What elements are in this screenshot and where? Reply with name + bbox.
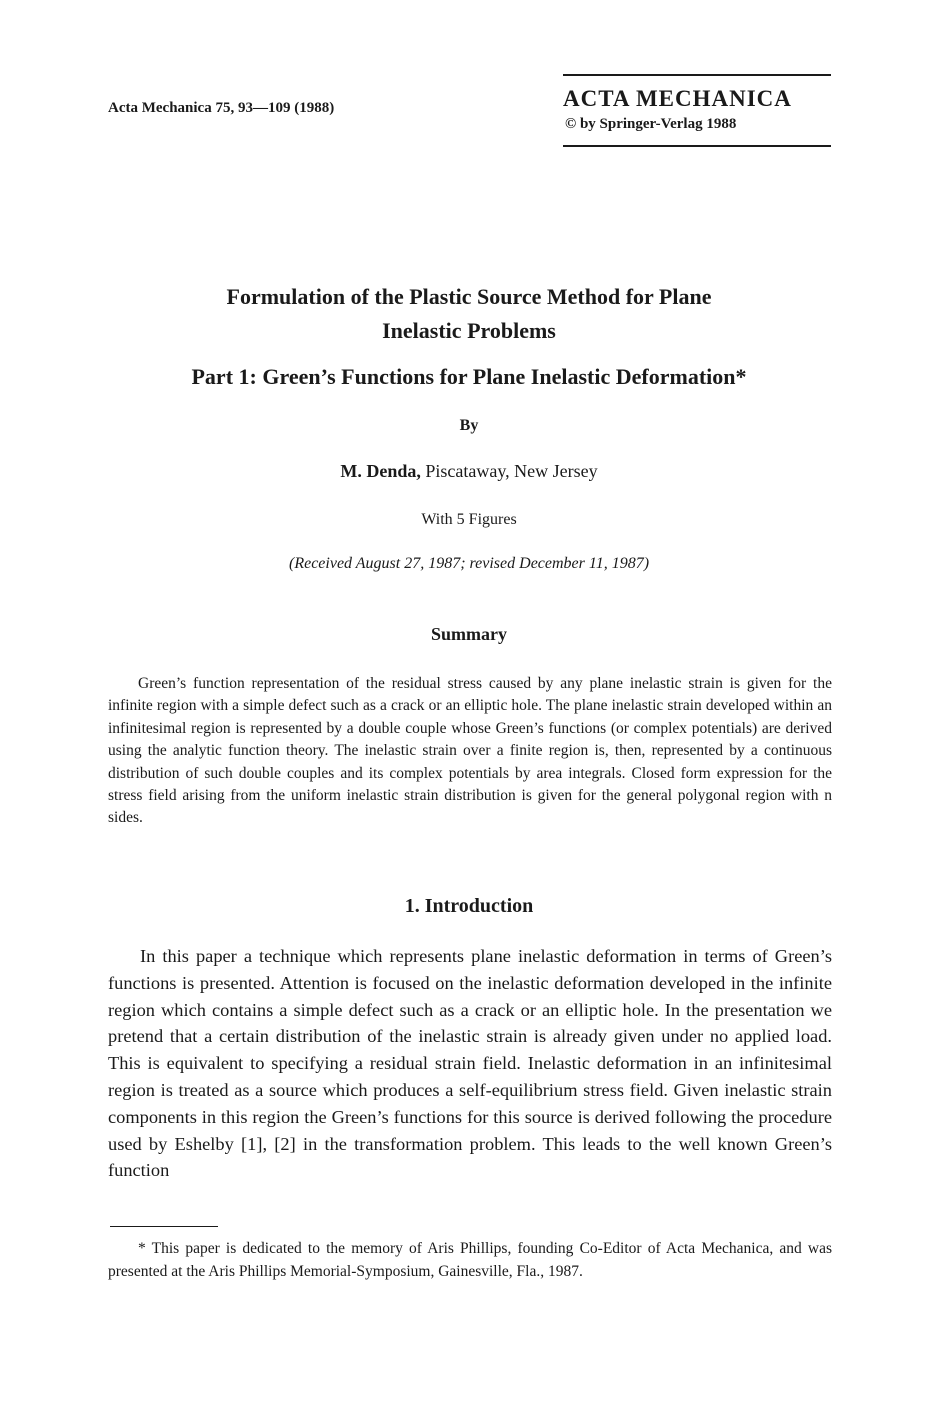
figure-count: With 5 Figures <box>421 511 517 528</box>
byline-label: By <box>459 417 479 434</box>
introduction-heading: 1. Introduction <box>404 895 534 917</box>
masthead-top-rule <box>563 74 831 76</box>
journal-citation: Acta Mechanica 75, 93—109 (1988) <box>108 100 335 116</box>
article-subtitle: Part 1: Green’s Functions for Plane Inelastic Deformation* <box>191 364 747 389</box>
masthead-bottom-rule <box>563 145 831 147</box>
journal-name: ACTA MECHANICA <box>563 86 792 111</box>
journal-masthead <box>563 74 831 147</box>
author-location: Piscataway, New Jersey <box>420 461 598 481</box>
footnote-rule <box>110 1226 218 1227</box>
author-name: M. Denda, <box>340 461 421 481</box>
footnote: * This paper is dedicated to the memory of Aris Phillips, founding Co-Editor of Acta Mechanica, and was presented at the Aris Phillips Memorial-Symposium, Gainesville, Fla., 1987. <box>108 1240 832 1280</box>
introduction-paragraph: In this paper a technique which represents plane inelastic deformation in terms of Green’s functions is presented. Attention is focused on the inelastic deformation developed in the infinite region which contains a simple defect such as a crack or an elliptic hole. In the presentation we pretend that a certain distribution of the inelastic strain is already given under no applied load. This is equivalent to specifying a residual strain field. Inelastic deformation in an infinitesimal region is treated as a source which produces a self-equilibrium stress field. Given inelastic strain components in this region the Green’s functions for this source is derived following the procedure used by Eshelby [1], [2] in the transformation problem. This leads to the well known Green’s function <box>108 946 832 1181</box>
article-title <box>0 280 938 348</box>
author-line <box>0 461 938 482</box>
summary-paragraph: Green’s function representation of the residual stress caused by any plane inelastic strain is given for the infinite region with a simple defect such as a crack or an elliptic hole. The plane inelastic strain developed within an infinitesimal region is represented by a double couple whose Green’s functions (or complex potentials) are derived using the analytic function theory. The inelastic strain over a finite region is, then, represented by a continuous distribution of such double couples and its complex potentials by area integrals. Closed form expression for the stress field arising from the uniform inelastic strain distribution is given for the general polygonal region with n sides. <box>108 675 832 827</box>
received-dates: (Received August 27, 1987; revised December 11, 1987) <box>288 555 650 572</box>
publisher-copyright: © by Springer-Verlag 1988 <box>565 116 737 132</box>
summary-heading: Summary <box>431 624 507 644</box>
article-title-text: Formulation of the Plastic Source Method for Plane Inelastic Problems <box>226 284 712 343</box>
